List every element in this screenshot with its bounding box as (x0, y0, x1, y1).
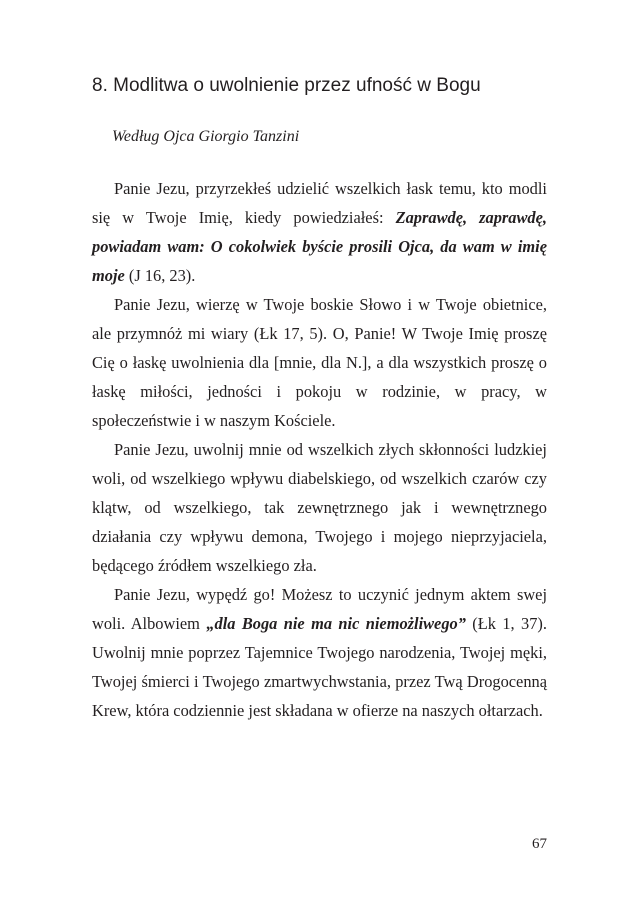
paragraph-3 (92, 435, 547, 580)
paragraph-4-text-a: Panie Jezu, wypędź go! Możesz to uczynić jednym aktem swej woli. Albowiem (92, 585, 547, 633)
paragraph-1-text-b: (J 16, 23). (124, 266, 196, 285)
chapter-author: Według Ojca Giorgio Tanzini (112, 128, 300, 145)
page-number: 67 (532, 836, 547, 852)
paragraph-3-text: Panie Jezu, uwolnij mnie od wszelkich złych skłonności ludzkiej woli, od wszelkiego wpływu diabelskiego, od wszelkich czarów czy klątw, od wszelkiego, tak zewnętrznego jak i wewnętrznego działania czy wpływu demona, Twojego i mojego nieprzyjaciela, będącego źródłem wszelkiego zła. (92, 440, 547, 575)
paragraph-1 (92, 174, 547, 290)
paragraph-4-text-b: (Łk 1, 37). Uwolnij mnie poprzez Tajemnice Twojego narodzenia, Twojej męki, Twojej śmierci i Twojego zmartwychwstania, przez Twą Drogocenną Krew, która codziennie jest składana w ofierze na naszych ołtarzach. (92, 614, 547, 720)
prayer-text (92, 174, 547, 725)
chapter-title: 8. Modlitwa o uwolnienie przez ufność w Bogu (92, 75, 481, 96)
page-content (92, 74, 547, 725)
scripture-quote-luke: „dla Boga nie ma nic niemożliwego” (206, 614, 466, 633)
paragraph-2 (92, 290, 547, 435)
paragraph-2-text: Panie Jezu, wierzę w Twoje boskie Słowo i w Twoje obietnice, ale przymnóż mi wiary (Łk 17, 5). O, Panie! W Twoje Imię proszę Cię o łaskę uwolnienia dla [mnie, dla N.], a dla wszystkich proszę o łaskę miłości, jedności i pokoju w rodzinie, w pracy, w społeczeństwie i w naszym Kościele. (92, 295, 547, 430)
scripture-quote-john: Zaprawdę, zaprawdę, powiadam wam: O cokolwiek byście prosili Ojca, da wam w imię moje (92, 208, 547, 285)
paragraph-1-text-a: Panie Jezu, przyrzekłeś udzielić wszelkich łask temu, kto modli się w Twoje Imię, kiedy powiedziałeś: (92, 179, 547, 227)
paragraph-4 (92, 580, 547, 725)
